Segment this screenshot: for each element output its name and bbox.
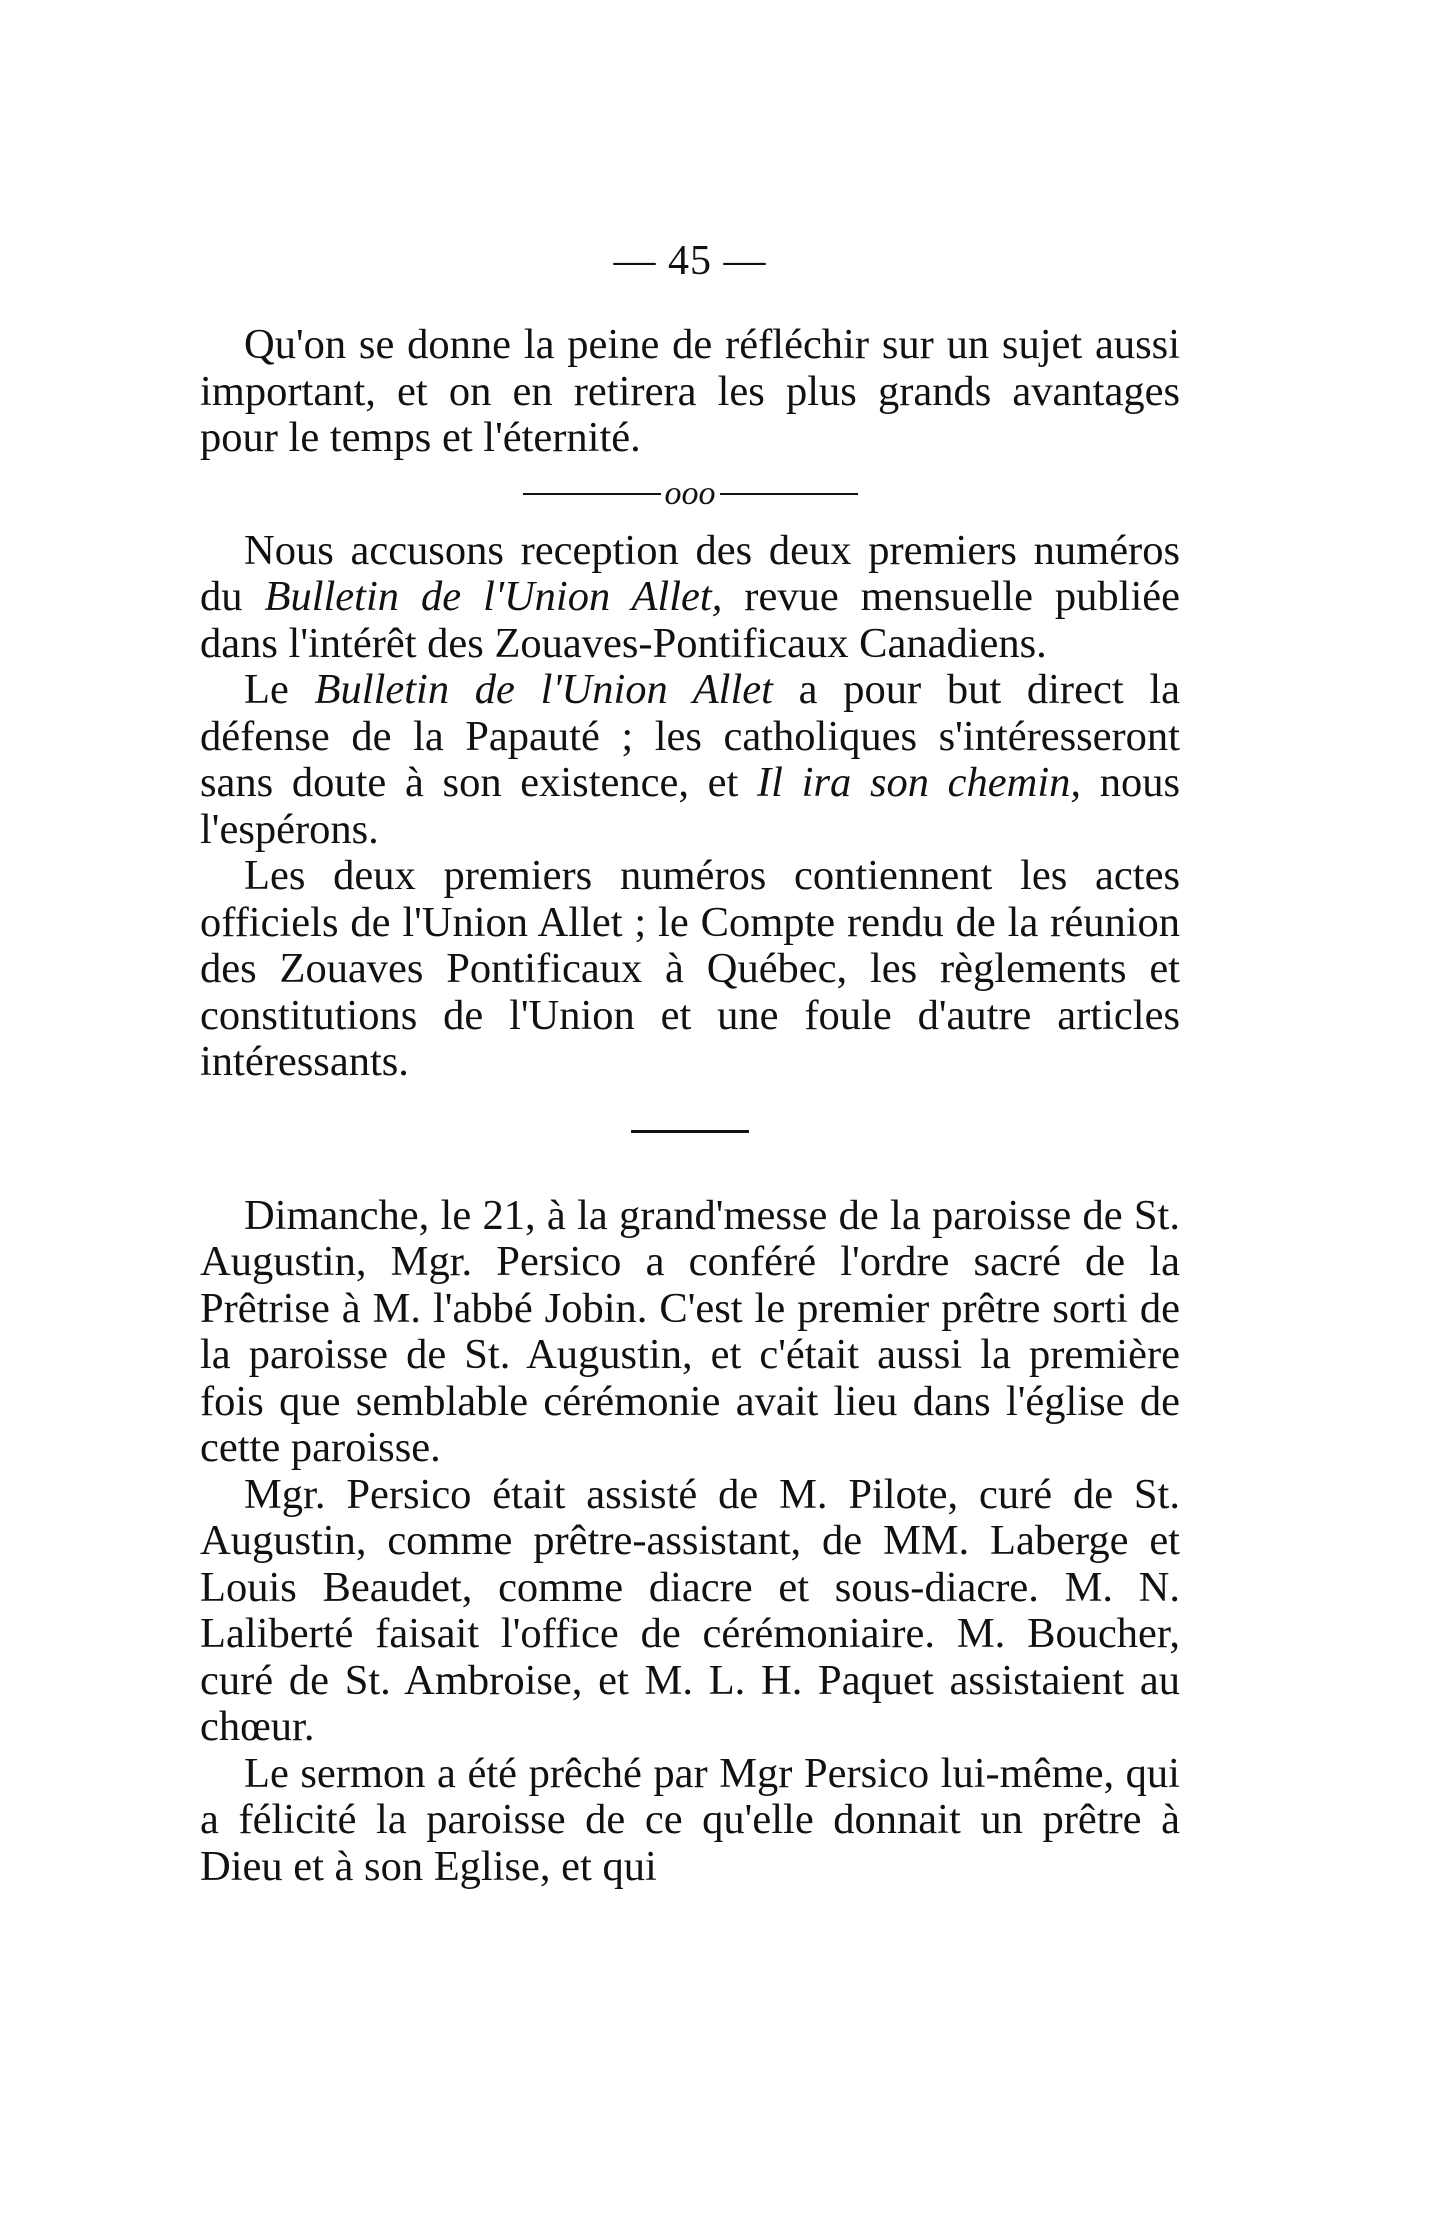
paragraph-ordination: Dimanche, le 21, à la grand'messe de la paroisse de St. Augustin, Mgr. Persico a conféré l'ordre sacré de la Prêtrise à M. l'abbé Jobin. C'est le premier prêtre sorti de la paroisse de St. Augustin, et c'était aussi la première fois que semblable cérémonie avait lieu dans l'église de cette paroisse. (200, 1191, 1180, 1472)
paragraph-bulletin-purpose: Le Bulletin de l'Union Allet a pour but direct la défense de la Papauté ; les catholiques s'intéresseront sans doute à son existence, et Il ira son chemin, nous l'espérons. (200, 666, 1181, 853)
page (200, 238, 1180, 1890)
section-divider (631, 1130, 749, 1133)
ornament-dash-right (720, 493, 858, 495)
ornament-text: ooo (664, 474, 716, 512)
phrase-italic: Il ira son chemin, (757, 759, 1082, 807)
paragraph-reflection: Qu'on se donne la peine de réfléchir sur un sujet aussi important, et on en retirera les plus grands avantages pour le temps et l'éternité. (200, 321, 1180, 461)
bulletin-title-italic: Bulletin de l'Union Allet, (264, 573, 723, 621)
ornament-dash-left (523, 493, 661, 495)
bulletin-title-italic: Bulletin de l'Union Allet (314, 666, 773, 714)
paragraph-bulletin-reception: Nous accusons reception des deux premiers numéros du Bulletin de l'Union Allet, revue mensuelle publiée dans l'intérêt des Zouaves-Pontificaux Canadiens. (200, 526, 1181, 667)
paragraph-bulletin-contents: Les deux premiers numéros contiennent les actes officiels de l'Union Allet ; le Compte rendu de la réunion des Zouaves Pontificaux à Québec, les règlements et constitutions de l'Union et une foule d'autre articles intéressants. (200, 852, 1180, 1086)
paragraph-sermon: Le sermon a été prêché par Mgr Persico lui-même, qui a félicité la paroisse de ce qu'elle donnait un prêtre à Dieu et à son Eglise, et qui (200, 1749, 1180, 1890)
section-ornament (200, 472, 1180, 514)
page-number: — 45 — (613, 238, 767, 284)
paragraph-assistants: Mgr. Persico était assisté de M. Pilote, curé de St. Augustin, comme prêtre-assistant, de MM. Laberge et Louis Beaudet, comme diacre et sous-diacre. M. N. Laliberté faisait l'office de cérémoniaire. M. Boucher, curé de St. Ambroise, et M. L. H. Paquet assistaient au chœur. (200, 1470, 1180, 1751)
